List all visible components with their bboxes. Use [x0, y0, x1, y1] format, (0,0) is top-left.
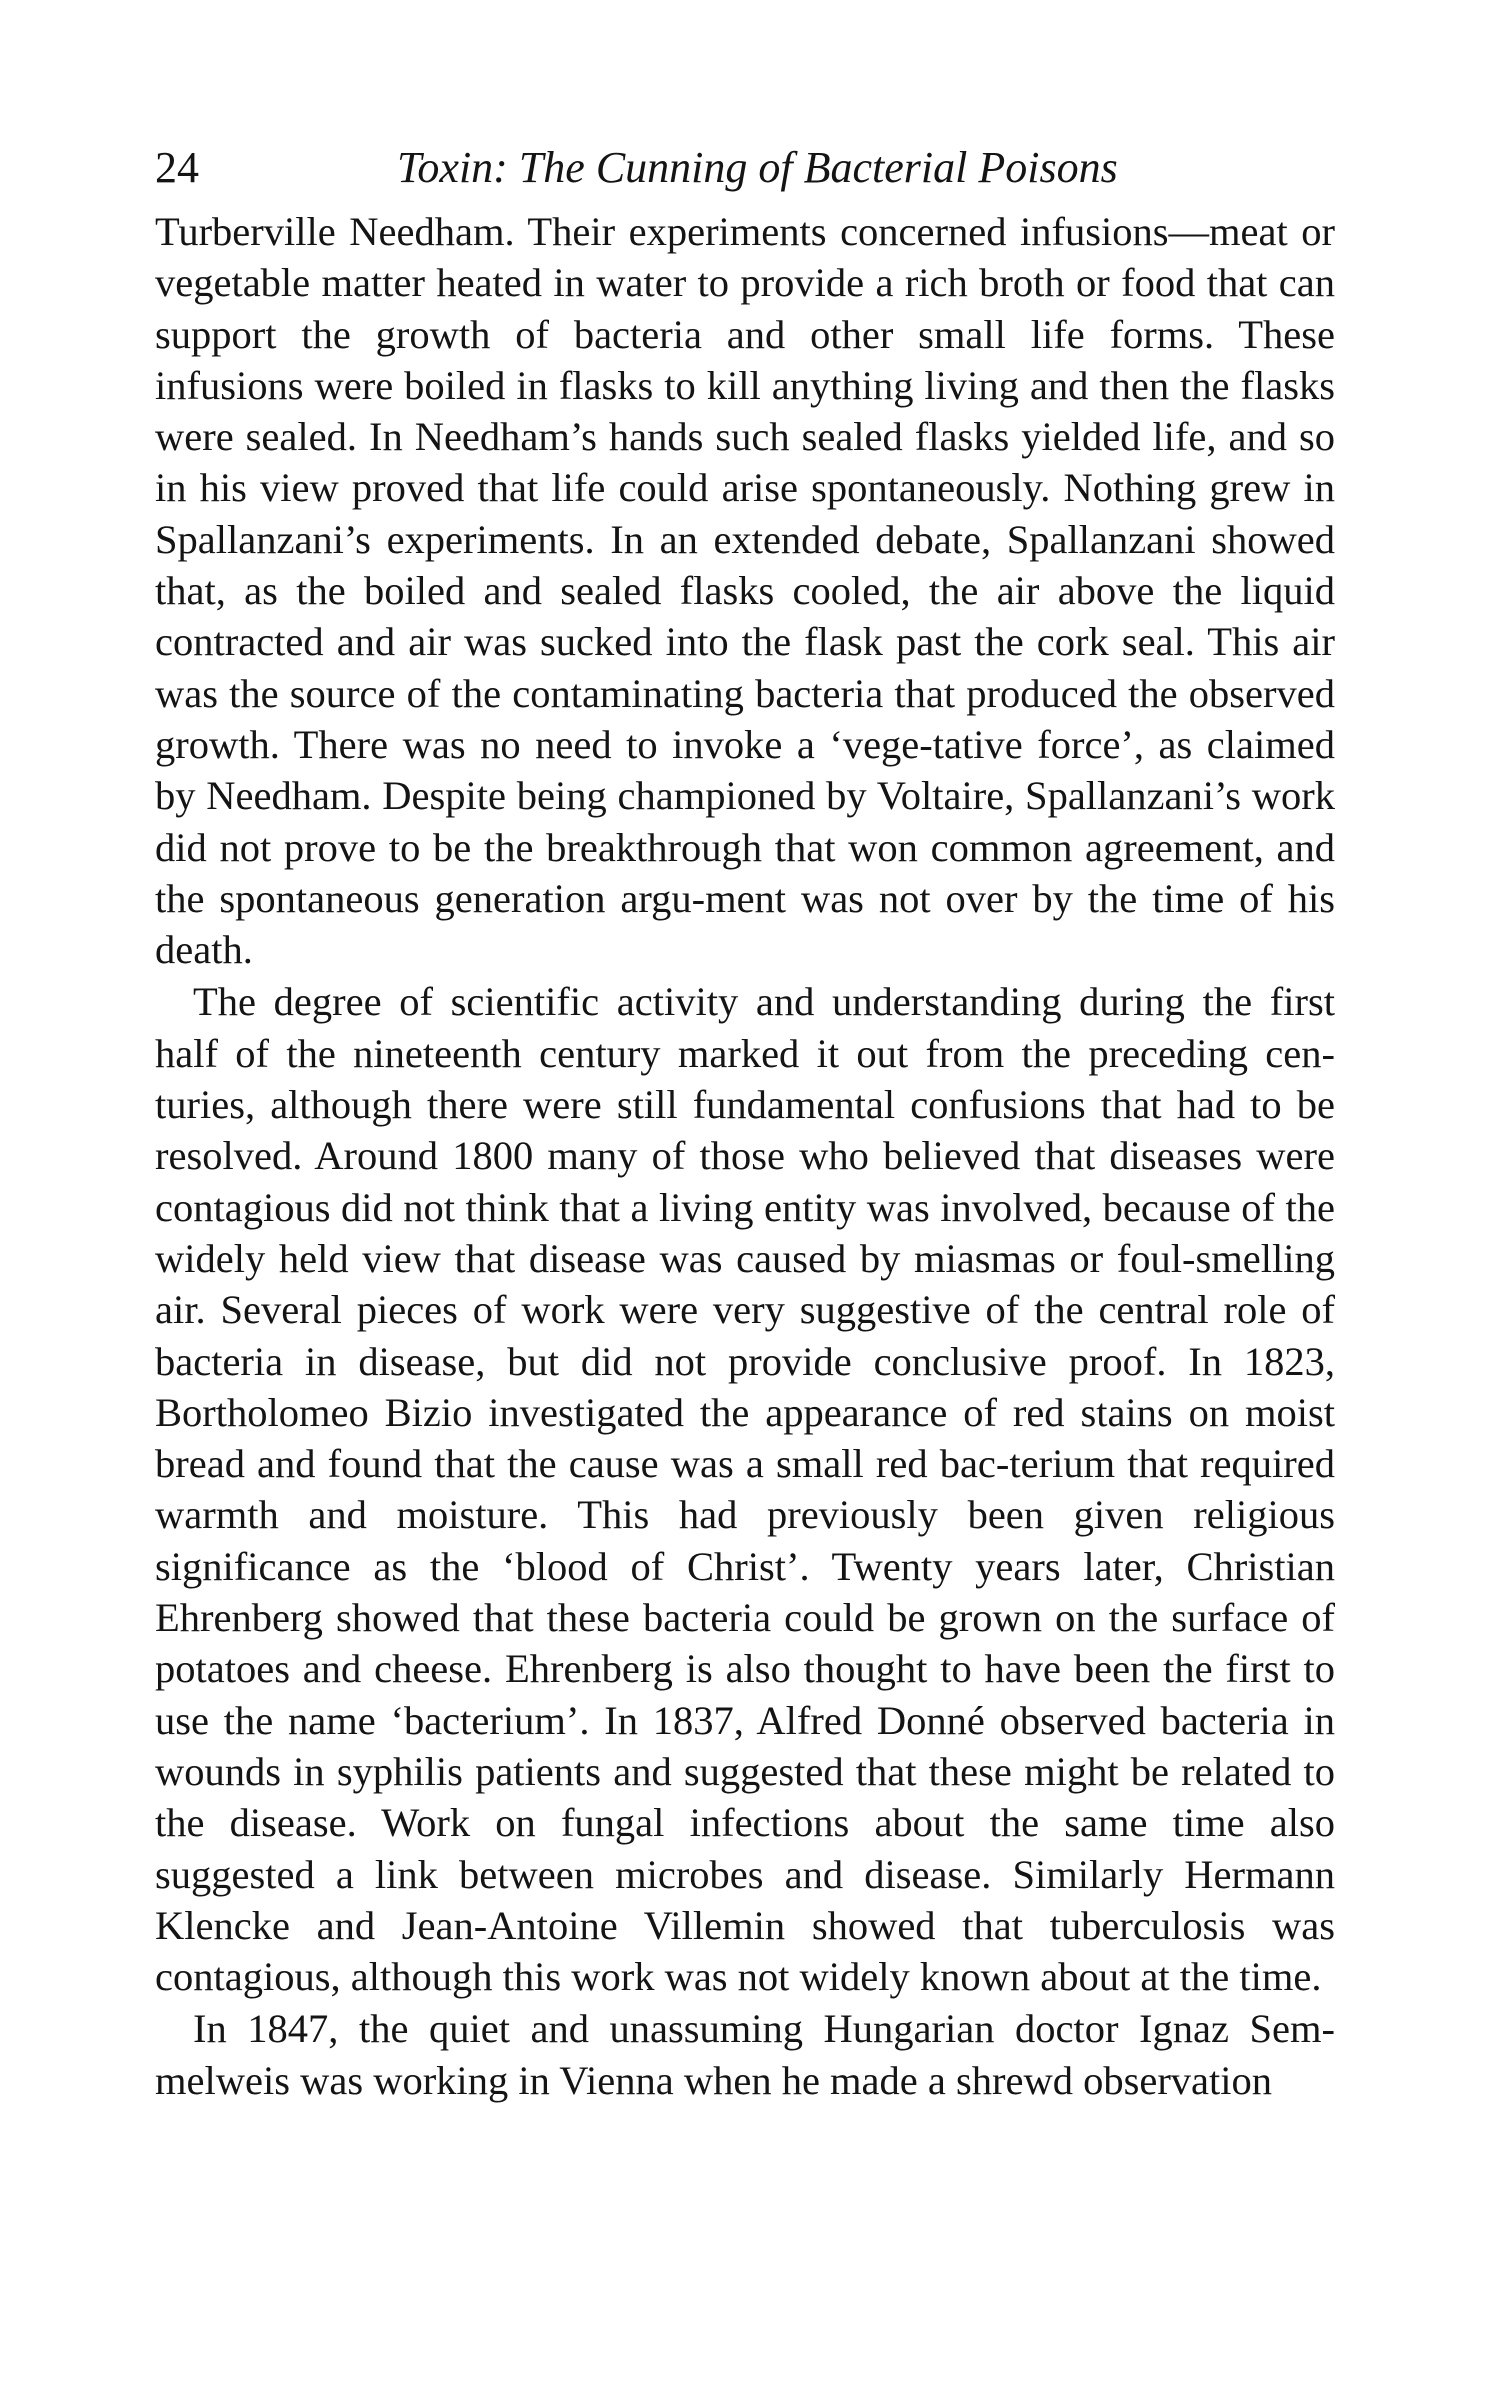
running-title: Toxin: The Cunning of Bacterial Poisons — [397, 143, 1118, 192]
paragraph-nineteenth-century: The degree of scientific activity and understanding during the first half of the nineteenth century marked it out from the preceding cen-turies, although there were still fundamental confusions that had to be resolved. Around 1800 many of those who believed that diseases were contagious did not think that a living entity was involved, because of the widely held view that disease was caused by miasmas or foul-smelling air. Several pieces of work were very suggestive of the central role of bacteria in disease, but did not provide conclusive proof. In 1823, Bortholomeo Bizio investigated the appearance of red stains on moist bread and found that the cause was a small red bac-terium that required warmth and moisture. This had previously been given religious significance as the ‘blood of Christ’. Twenty years later, Christian Ehrenberg showed that these bacteria could be grown on the surface of potatoes and cheese. Ehrenberg is also thought to have been the first to use the name ‘bacterium’. In 1837, Alfred Donné observed bacteria in wounds in syphilis patients and suggested that these might be related to the disease. Work on fungal infections about the same time also suggested a link between microbes and disease. Similarly Hermann Klencke and Jean-Antoine Villemin showed that tuberculosis was contagious, although this work was not widely known about at the time. — [155, 979, 1335, 2000]
page-number: 24 — [155, 143, 199, 192]
body-text — [155, 206, 1335, 2106]
running-head — [155, 138, 1335, 198]
paragraph-continuation: Turberville Needham. Their experiments concerned infusions—meat or vegetable matter heated in water to provide a rich broth or food that can support the growth of bacteria and other small life forms. These infusions were boiled in flasks to kill anything living and then the flasks were sealed. In Needham’s hands such sealed flasks yielded life, and so in his view proved that life could arise spontaneously. Nothing grew in Spallanzani’s experiments. In an extended debate, Spallanzani showed that, as the boiled and sealed flasks cooled, the air above the liquid contracted and air was sucked into the flask past the cork seal. This air was the source of the contaminating bacteria that produced the observed growth. There was no need to invoke a ‘vege-tative force’, as claimed by Needham. Despite being championed by Voltaire, Spallanzani’s work did not prove to be the breakthrough that won common agreement, and the spontaneous generation argu-ment was not over by the time of his death. — [155, 209, 1335, 973]
paragraph-semmelweis: In 1847, the quiet and unassuming Hungarian doctor Ignaz Sem-melweis was working in Vienna when he made a shrewd observation — [155, 2006, 1335, 2103]
